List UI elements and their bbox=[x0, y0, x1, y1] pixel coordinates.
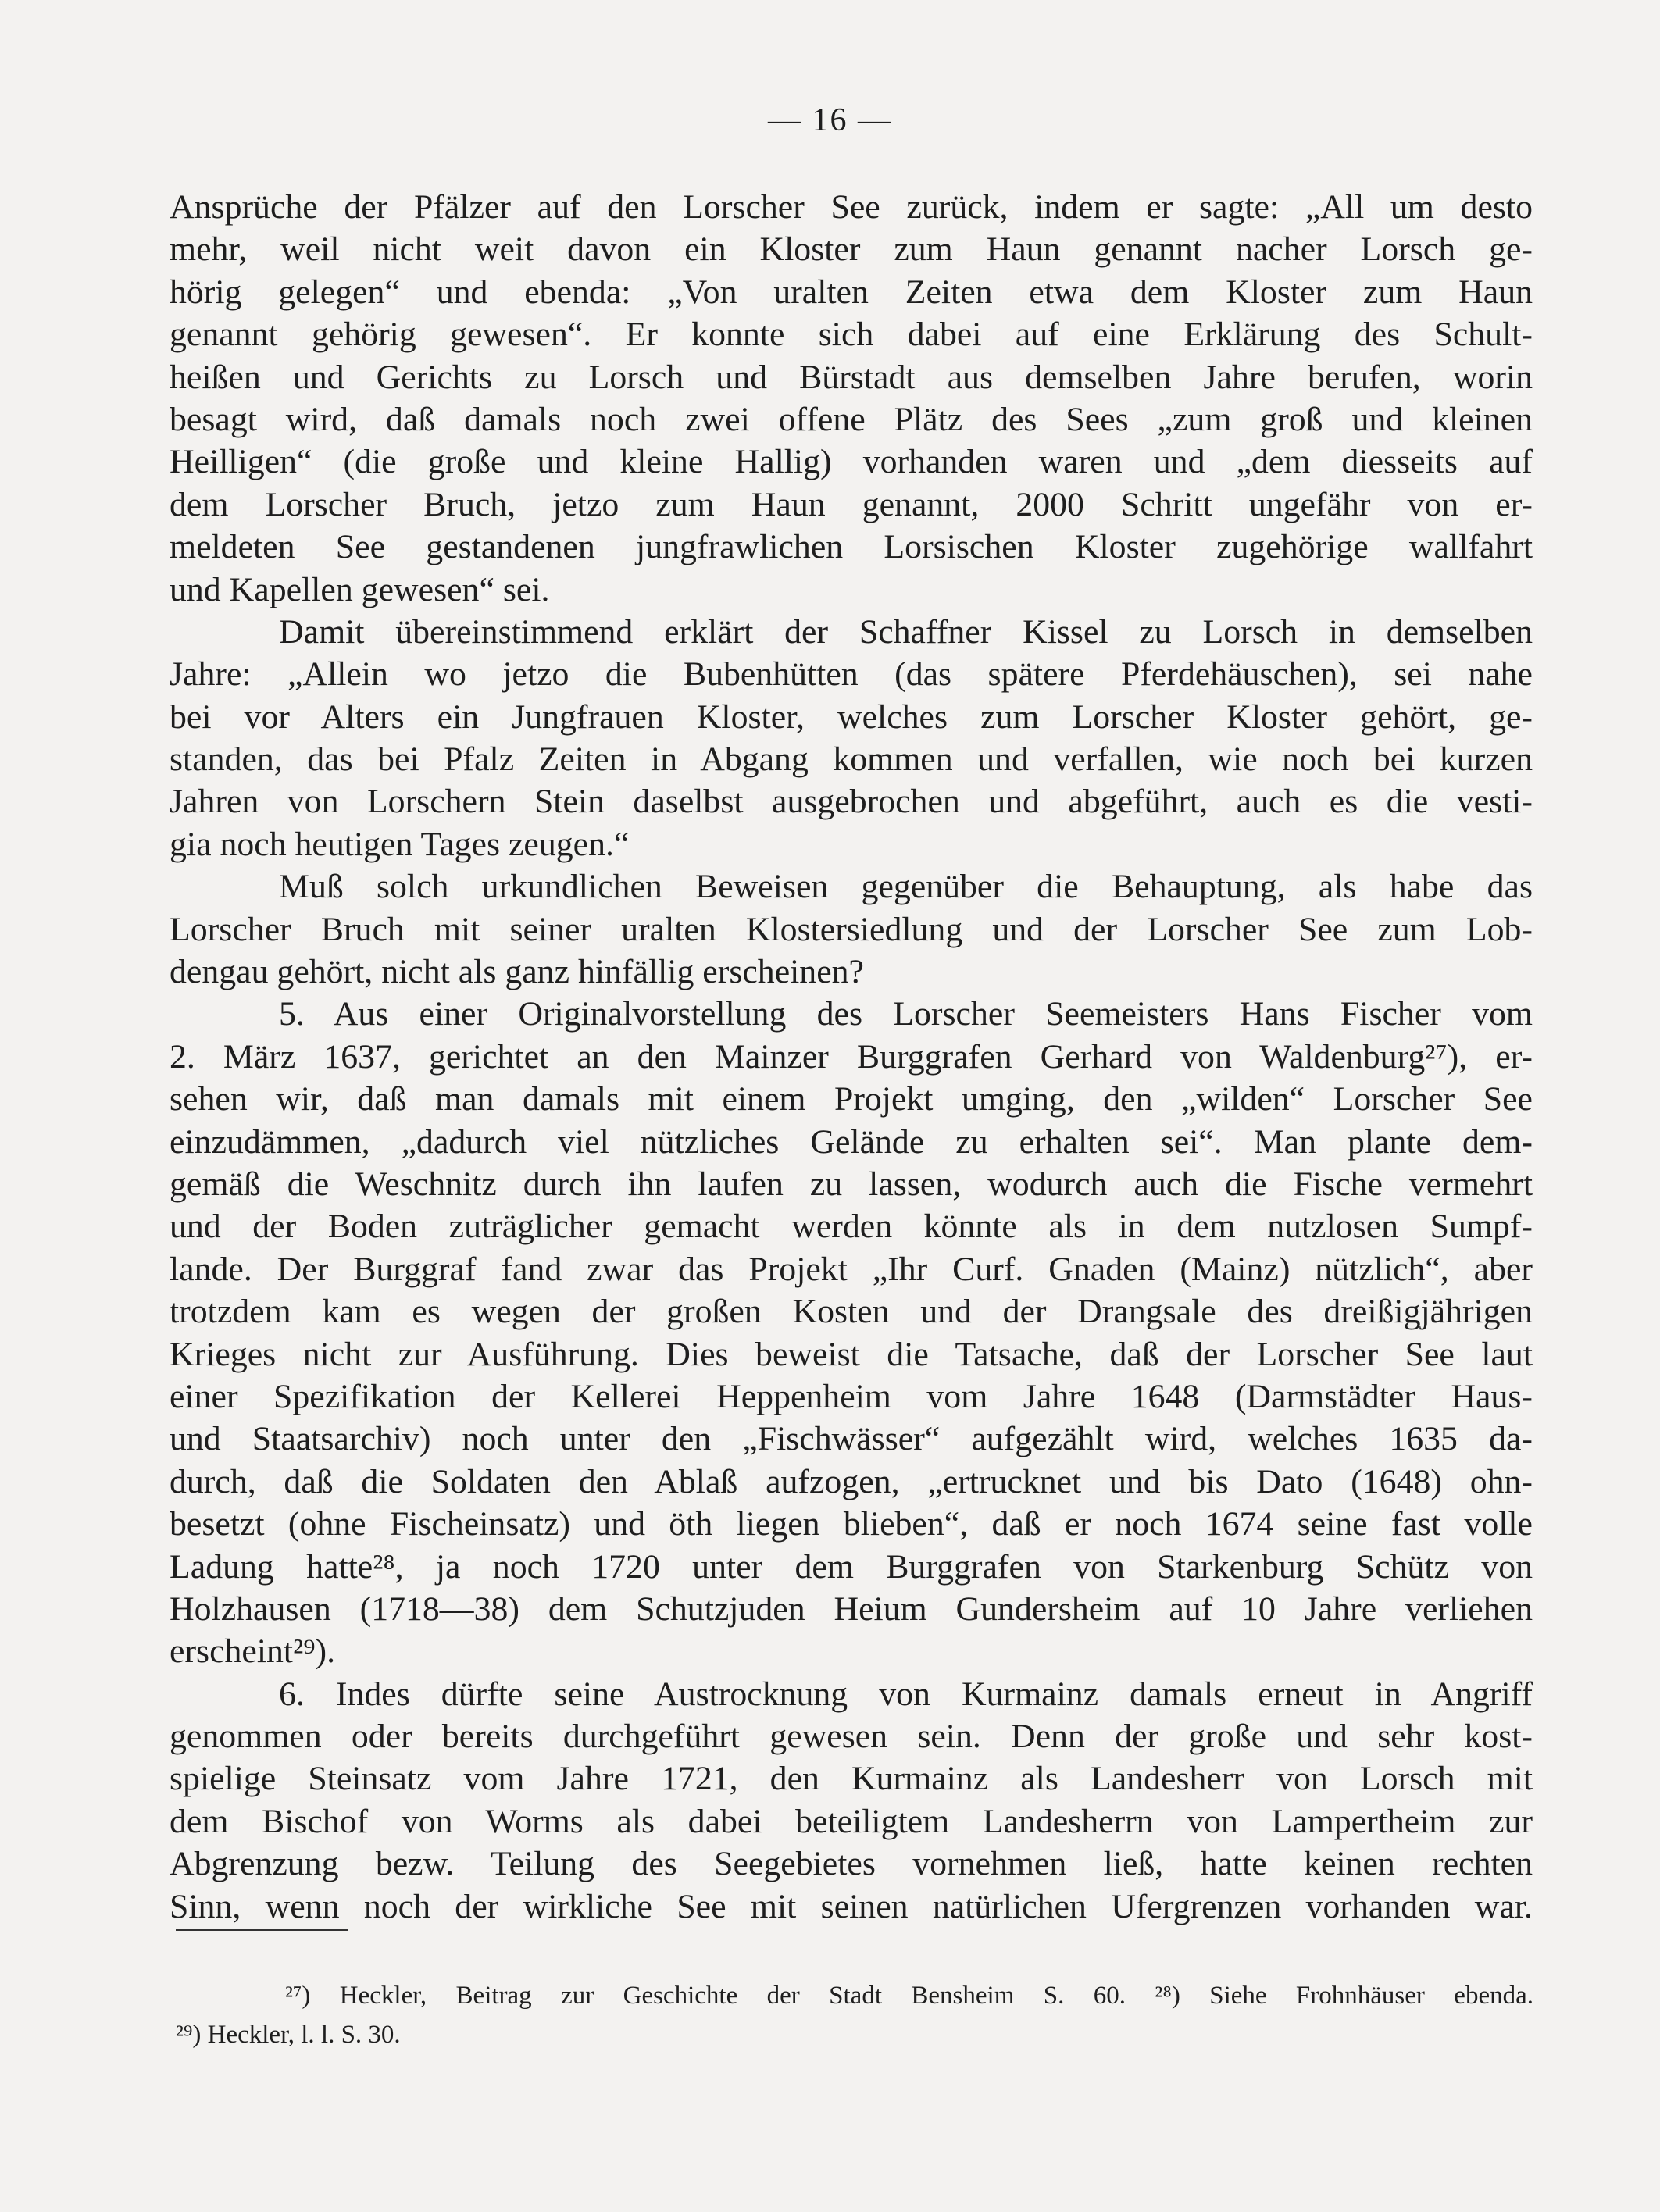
text-line: heißen und Gerichts zu Lorsch und Bürstadt aus demselben Jahre berufen, worin bbox=[170, 358, 1533, 396]
footnote-line: ²⁷) Heckler, Beitrag zur Geschichte der Stadt Bensheim S. 60. ²⁸) Siehe Frohnhäuser ebenda. bbox=[285, 1982, 1533, 2010]
text-line: meldeten See gestandenen jungfrawlichen Lorsischen Kloster zugehörige wallfahrt bbox=[170, 528, 1533, 566]
text-line: besetzt (ohne Fischeinsatz) und öth liegen blieben“, daß er noch 1674 seine fast volle bbox=[170, 1505, 1533, 1543]
text-line: dengau gehört, nicht als ganz hinfällig erscheinen? bbox=[170, 953, 864, 991]
footnote-line: ²⁹) Heckler, l. l. S. 30. bbox=[176, 2021, 401, 2049]
text-line: und Staatsarchiv) noch unter den „Fischwässer“ aufgezählt wird, welches 1635 da- bbox=[170, 1420, 1533, 1458]
text-line: Ansprüche der Pfälzer auf den Lorscher See zurück, indem er sagte: „All um desto bbox=[170, 188, 1533, 226]
text-line: Jahren von Lorschern Stein daselbst ausgebrochen und abgeführt, auch es die vesti- bbox=[170, 783, 1533, 821]
text-line: einzudämmen, „dadurch viel nützliches Gelände zu erhalten sei“. Man plante dem- bbox=[170, 1122, 1533, 1161]
text-line: einer Spezifikation der Kellerei Heppenheim vom Jahre 1648 (Darmstädter Haus- bbox=[170, 1377, 1533, 1415]
text-line: 6. Indes dürfte seine Austrocknung von Kurmainz damals erneut in Angriff bbox=[279, 1675, 1533, 1713]
text-line: Damit übereinstimmend erklärt der Schaffner Kissel zu Lorsch in demselben bbox=[279, 612, 1533, 651]
text-line: Abgrenzung bezw. Teilung des Seegebietes vornehmen ließ, hatte keinen rechten bbox=[170, 1845, 1533, 1883]
text-line: Muß solch urkundlichen Beweisen gegenüber die Behauptung, als habe das bbox=[279, 868, 1533, 906]
text-line: Jahre: „Allein wo jetzo die Bubenhütten (das spätere Pferdehäuschen), sei nahe bbox=[170, 655, 1533, 694]
text-line: gemäß die Weschnitz durch ihn laufen zu lassen, wodurch auch die Fische vermehrt bbox=[170, 1165, 1533, 1203]
text-line: genannt gehörig gewesen“. Er konnte sich dabei auf eine Erklärung des Schult- bbox=[170, 316, 1533, 354]
page-number: — 16 — bbox=[768, 102, 892, 138]
text-line: und der Boden zuträglicher gemacht werden könnte als in dem nutzlosen Sumpf- bbox=[170, 1208, 1533, 1246]
text-line: hörig gelegen“ und ebenda: „Von uralten Zeiten etwa dem Kloster zum Haun bbox=[170, 273, 1533, 311]
text-line: Krieges nicht zur Ausführung. Dies beweist die Tatsache, daß der Lorscher See laut bbox=[170, 1335, 1533, 1373]
text-line: Ladung hatte²⁸, ja noch 1720 unter dem Burggrafen von Starkenburg Schütz von bbox=[170, 1547, 1533, 1586]
text-line: genommen oder bereits durchgeführt gewesen sein. Denn der große und sehr kost- bbox=[170, 1718, 1533, 1756]
footnote-divider bbox=[176, 1929, 348, 1931]
text-line: erscheint²⁹). bbox=[170, 1632, 336, 1671]
text-line: besagt wird, daß damals noch zwei offene Plätz des Sees „zum groß und kleinen bbox=[170, 400, 1533, 438]
text-line: 2. März 1637, gerichtet an den Mainzer Burggrafen Gerhard von Waldenburg²⁷), er- bbox=[170, 1037, 1533, 1076]
text-line: mehr, weil nicht weit davon ein Kloster zum Haun genannt nacher Lorsch ge- bbox=[170, 230, 1533, 269]
text-line: Holzhausen (1718—38) dem Schutzjuden Heium Gundersheim auf 10 Jahre verliehen bbox=[170, 1589, 1533, 1628]
text-line: durch, daß die Soldaten den Ablaß aufzogen, „ertrucknet und bis Dato (1648) ohn- bbox=[170, 1462, 1533, 1500]
text-line: trotzdem kam es wegen der großen Kosten und der Drangsale des dreißigjährigen bbox=[170, 1293, 1533, 1331]
text-line: dem Bischof von Worms als dabei beteiligtem Landesherrn von Lampertheim zur bbox=[170, 1802, 1533, 1840]
text-line: standen, das bei Pfalz Zeiten in Abgang kommen und verfallen, wie noch bei kurzen bbox=[170, 740, 1533, 779]
text-line: gia noch heutigen Tages zeugen.“ bbox=[170, 825, 630, 863]
body-text bbox=[170, 186, 1533, 1928]
text-line: bei vor Alters ein Jungfrauen Kloster, welches zum Lorscher Kloster gehört, ge- bbox=[170, 697, 1533, 736]
text-line: Lorscher Bruch mit seiner uralten Klostersiedlung und der Lorscher See zum Lob- bbox=[170, 910, 1533, 948]
text-line: dem Lorscher Bruch, jetzo zum Haun genannt, 2000 Schritt ungefähr von er- bbox=[170, 485, 1533, 523]
text-line: spielige Steinsatz vom Jahre 1721, den Kurmainz als Landesherr von Lorsch mit bbox=[170, 1760, 1533, 1798]
footnotes bbox=[176, 1976, 1533, 2054]
text-line: Heilligen“ (die große und kleine Hallig) vorhanden waren und „dem diesseits auf bbox=[170, 443, 1533, 481]
text-line: lande. Der Burggraf fand zwar das Projekt „Ihr Curf. Gnaden (Mainz) nützlich“, aber bbox=[170, 1250, 1533, 1288]
text-line: Sinn, wenn noch der wirkliche See mit seinen natürlichen Ufergrenzen vorhanden war. bbox=[170, 1887, 1533, 1925]
text-line: sehen wir, daß man damals mit einem Projekt umging, den „wilden“ Lorscher See bbox=[170, 1080, 1533, 1118]
text-line: und Kapellen gewesen“ sei. bbox=[170, 570, 550, 608]
text-line: 5. Aus einer Originalvorstellung des Lorscher Seemeisters Hans Fischer vom bbox=[279, 995, 1533, 1033]
